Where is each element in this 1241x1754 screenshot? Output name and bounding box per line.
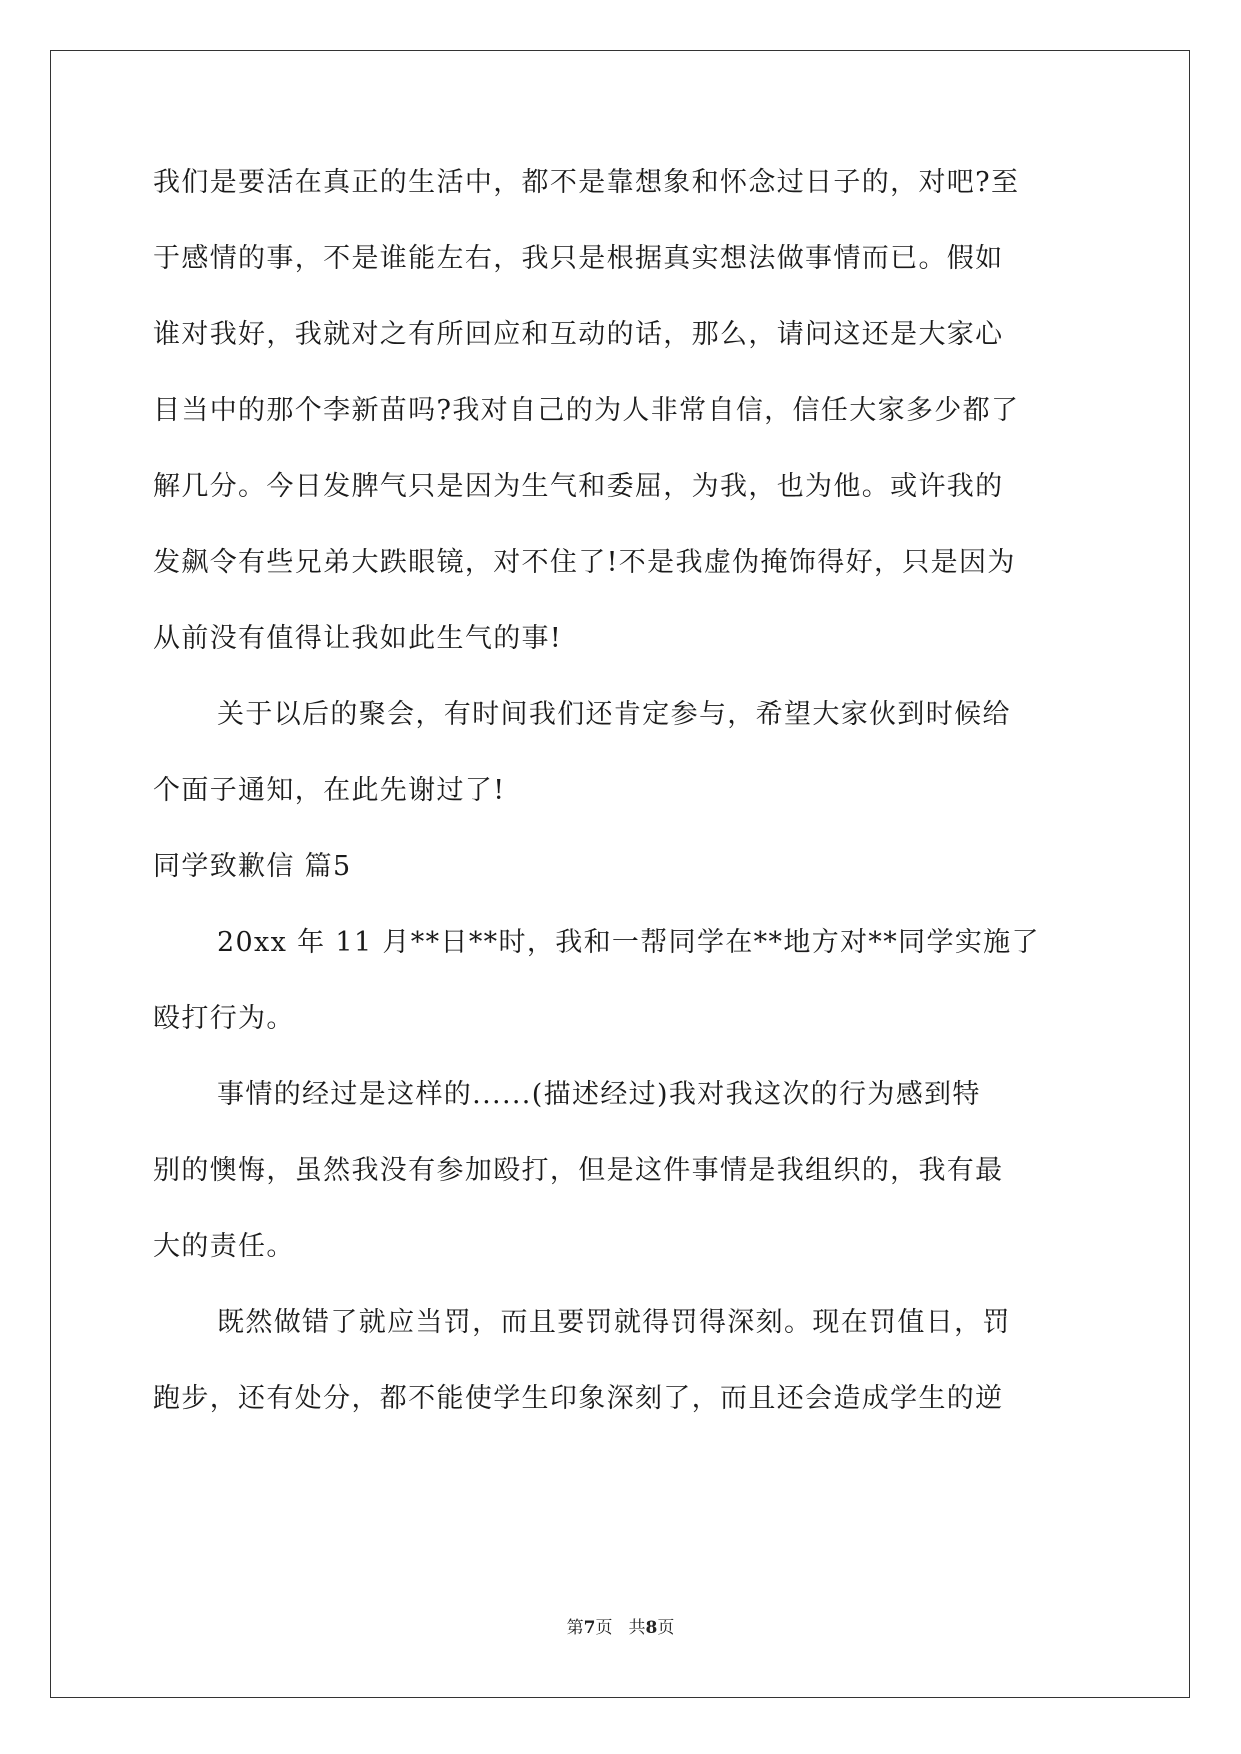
paragraph-line: 事情的经过是这样的......(描述经过)我对我这次的行为感到特 [217, 1079, 981, 1110]
paragraph-line: 从前没有值得让我如此生气的事! [153, 623, 563, 654]
page-footer [0, 1616, 1241, 1640]
paragraph-line: 别的懊悔，虽然我没有参加殴打，但是这件事情是我组织的，我有最 [153, 1155, 1004, 1186]
page-number-prefix: 第 [566, 1618, 584, 1638]
paragraph-line: 于感情的事，不是谁能左右，我只是根据真实想法做事情而已。假如 [153, 243, 1004, 274]
paragraph-line: 20xx 年 11 月**日**时，我和一帮同学在**地方对**同学实施了 [217, 927, 1040, 958]
paragraph-line: 发飙令有些兄弟大跌眼镜，对不住了!不是我虚伪掩饰得好，只是因为 [153, 547, 1016, 578]
paragraph-line: 大的责任。 [153, 1231, 295, 1262]
paragraph-line: 我们是要活在真正的生活中，都不是靠想象和怀念过日子的，对吧?至 [153, 167, 1020, 198]
page-number-current: 7 [583, 1618, 596, 1638]
paragraph-line: 跑步，还有处分，都不能使学生印象深刻了，而且还会造成学生的逆 [153, 1383, 1004, 1414]
paragraph-line: 关于以后的聚会，有时间我们还肯定参与，希望大家伙到时候给 [217, 699, 1011, 730]
page-total-suffix: 页 [657, 1618, 675, 1638]
paragraph-line: 殴打行为。 [153, 1003, 295, 1034]
paragraph-line: 目当中的那个李新苗吗?我对自己的为人非常自信，信任大家多少都了 [153, 395, 1020, 426]
paragraph-line: 既然做错了就应当罚，而且要罚就得罚得深刻。现在罚值日，罚 [217, 1307, 1011, 1338]
section-heading: 同学致歉信 篇5 [153, 851, 352, 882]
paragraph-line: 解几分。今日发脾气只是因为生气和委屈，为我，也为他。或许我的 [153, 471, 1004, 502]
page-number-suffix: 页 [595, 1618, 613, 1638]
paragraph-line: 个面子通知，在此先谢过了! [153, 775, 506, 806]
paragraph-line: 谁对我好，我就对之有所回应和互动的话，那么，请问这还是大家心 [153, 319, 1004, 350]
page-total-prefix: 共 [628, 1618, 646, 1638]
page-total: 8 [645, 1618, 658, 1638]
